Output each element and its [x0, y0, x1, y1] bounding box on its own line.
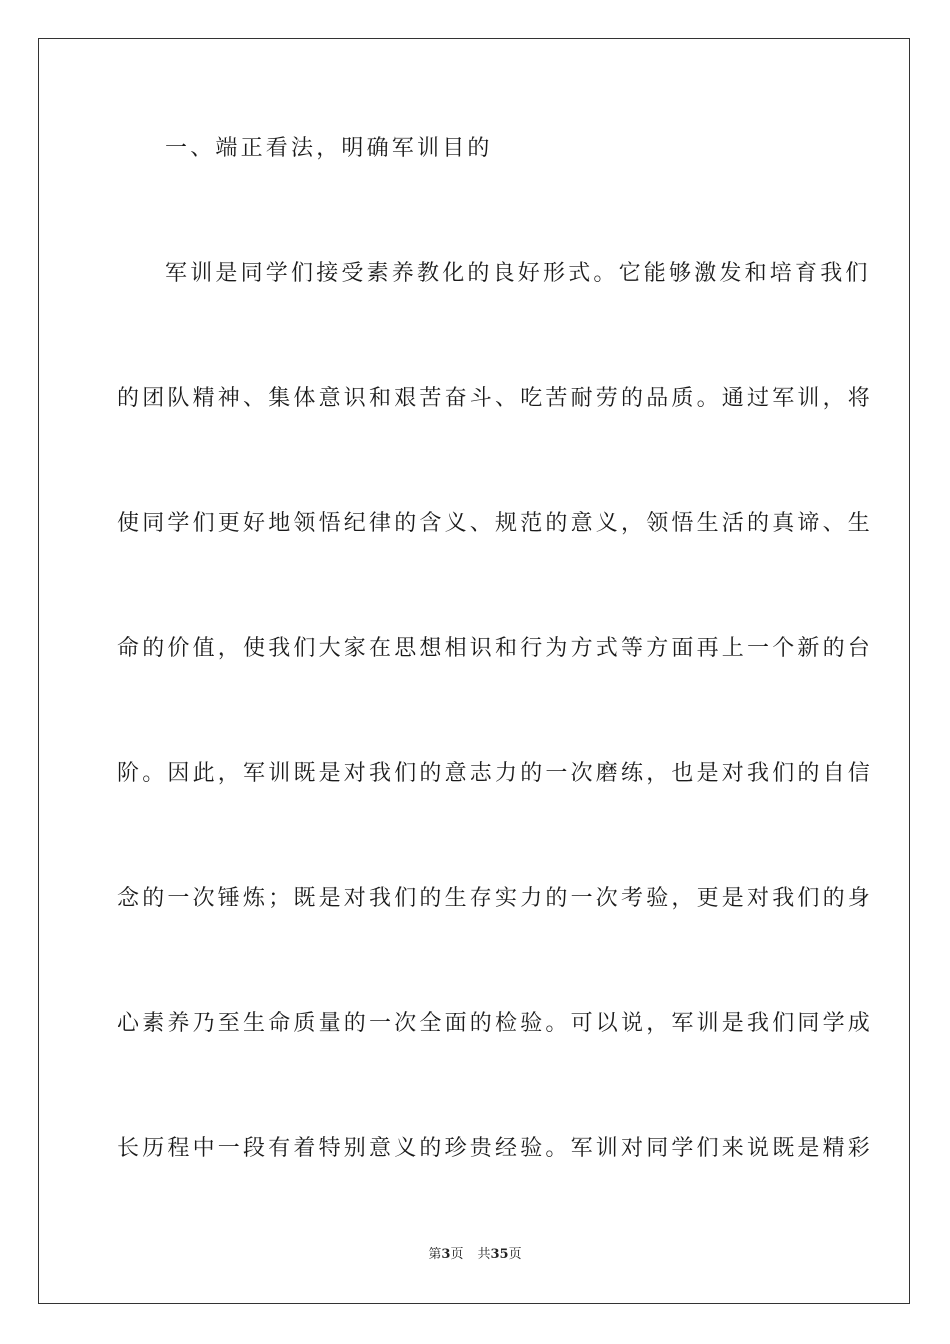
- total-suffix: 页: [508, 1247, 522, 1262]
- page-prefix: 第: [428, 1247, 442, 1262]
- current-page-number: 3: [441, 1247, 451, 1262]
- paragraph-line: 念的一次锤炼；既是对我们的生存实力的一次考验，更是对我们的身: [117, 886, 874, 911]
- page-footer: [0, 1246, 950, 1264]
- paragraph-line: 心素养乃至生命质量的一次全面的检验。可以说，军训是我们同学成: [117, 1011, 874, 1036]
- paragraph-line: 的团队精神、集体意识和艰苦奋斗、吃苦耐劳的品质。通过军训，将: [117, 386, 874, 411]
- paragraph-line: 阶。因此，军训既是对我们的意志力的一次磨练，也是对我们的自信: [117, 761, 874, 786]
- paragraph-line: 使同学们更好地领悟纪律的含义、规范的意义，领悟生活的真谛、生: [117, 511, 874, 536]
- page-border: [38, 38, 910, 1304]
- total-pages-number: 35: [490, 1247, 509, 1262]
- paragraph-line: 军训是同学们接受素养教化的良好形式。它能够激发和培育我们: [165, 261, 871, 286]
- paragraph-line: 命的价值，使我们大家在思想相识和行为方式等方面再上一个新的台: [117, 636, 874, 661]
- page-suffix: 页: [450, 1247, 464, 1262]
- total-prefix: 共: [477, 1247, 491, 1262]
- paragraph-line: 长历程中一段有着特别意义的珍贵经验。军训对同学们来说既是精彩: [117, 1136, 874, 1161]
- section-heading: 一、端正看法，明确军训目的: [165, 136, 493, 161]
